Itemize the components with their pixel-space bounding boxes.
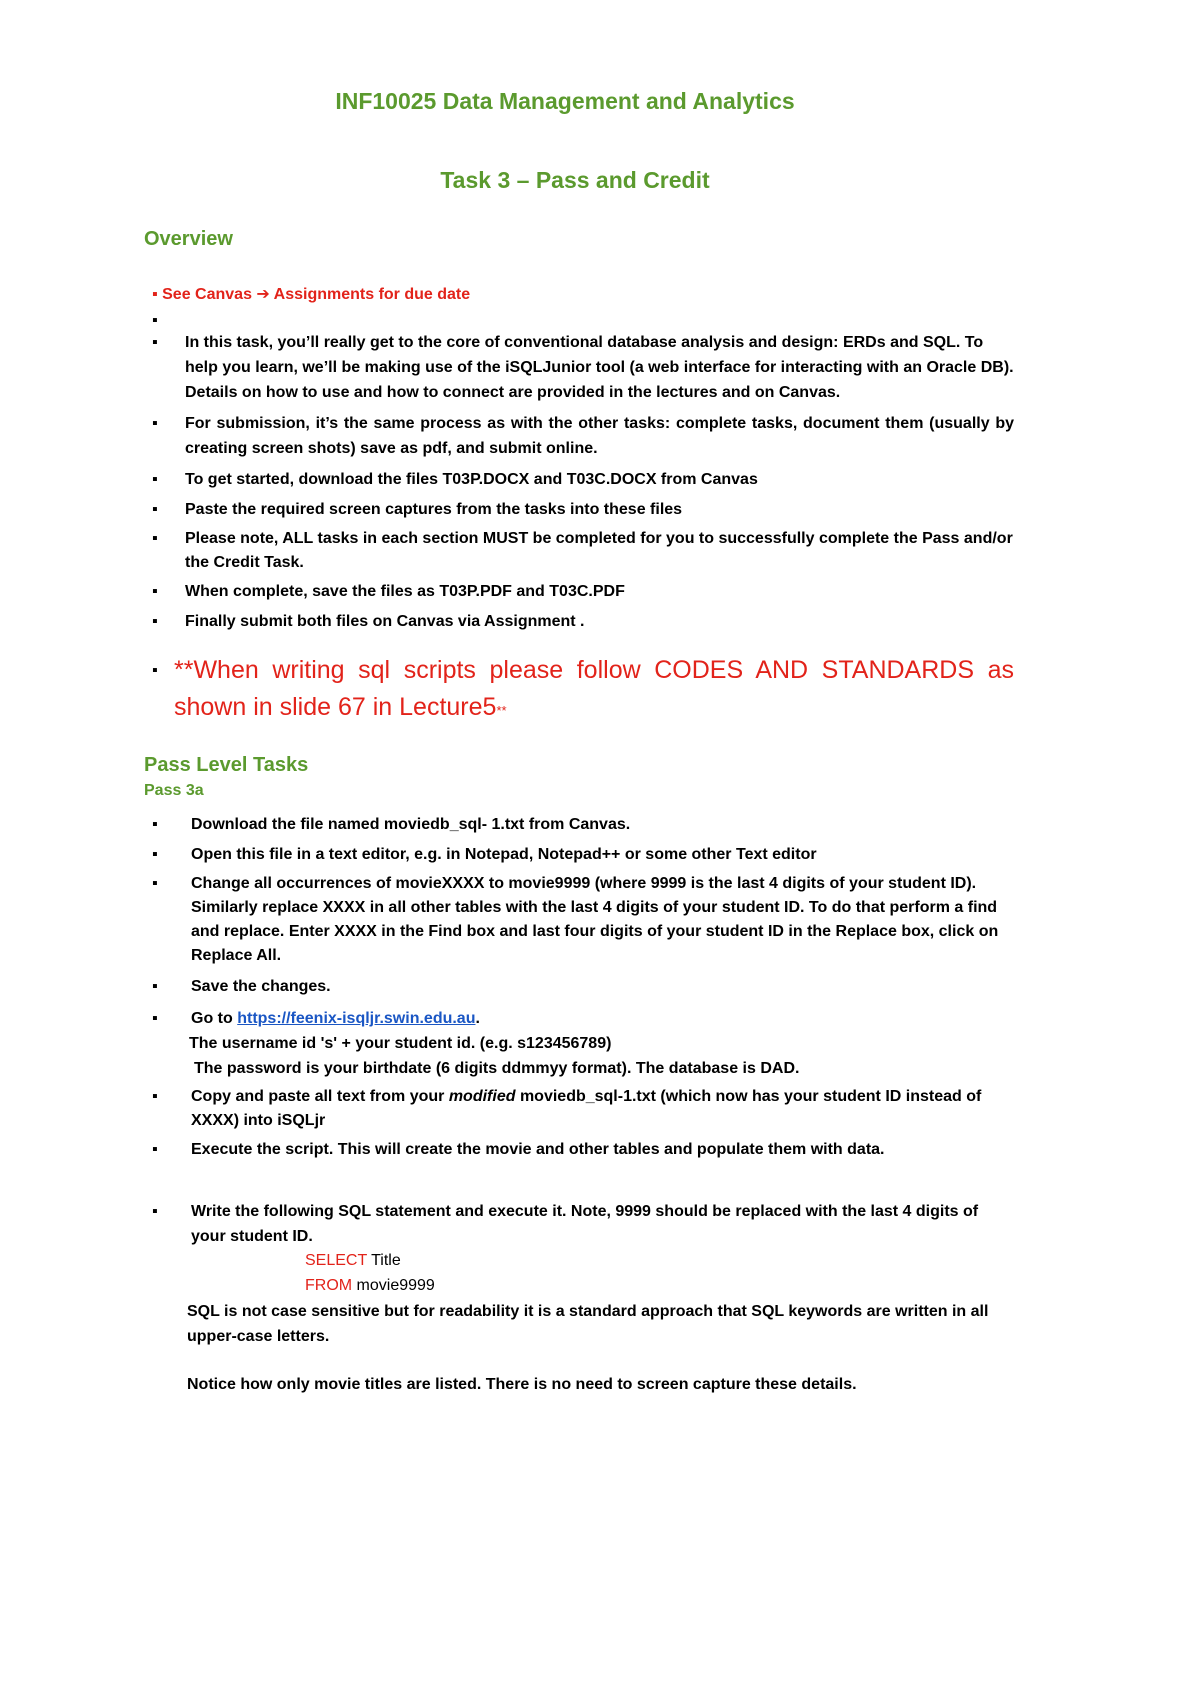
bullet-icon: ▪ bbox=[152, 471, 158, 488]
pass-item-6-prefix: Copy and paste all text from your bbox=[191, 1088, 449, 1105]
document-subtitle: Task 3 – Pass and Credit bbox=[440, 167, 710, 193]
bullet-icon: ▪ bbox=[152, 662, 158, 679]
pass-item-1: Download the file named moviedb_sql- 1.txt from Canvas. bbox=[191, 816, 631, 833]
bullet-icon: ▪ bbox=[152, 312, 158, 329]
list-item bbox=[144, 1200, 1014, 1398]
list-item bbox=[144, 1085, 1014, 1133]
overview-item-1: In this task, you’ll really get to the core of conventional database analysis and design: ERDs and SQL. To help you learn, we’ll be making use of the iSQLJunior tool (a web interface for interacting with an Oracle DB). Details on how to use and how to connect are provided in the lectures and on Canvas. bbox=[185, 334, 1014, 401]
sql-line-2 bbox=[191, 1274, 1014, 1299]
overview-item-5: Please note, ALL tasks in each section MUST be completed for you to successfully complete the Pass and/or the Credit Task. bbox=[185, 530, 1013, 571]
list-item bbox=[144, 497, 1014, 523]
bullet-icon: ▪ bbox=[152, 816, 158, 833]
pass-item-5-suffix: . bbox=[475, 1010, 480, 1027]
bullet-icon: ▪ bbox=[152, 613, 158, 630]
bullet-icon: ▪ bbox=[152, 530, 158, 547]
list-item bbox=[144, 330, 1014, 405]
pass-item-4: Save the changes. bbox=[191, 978, 331, 995]
list-item bbox=[144, 872, 1014, 968]
bullet-icon: ▪ bbox=[152, 875, 158, 892]
pass-item-3: Change all occurrences of movieXXXX to movie9999 (where 9999 is the last 4 digits of your student ID). Similarly replace XXXX in all other tables with the last 4 digits of your student ID. To do that perform a find and replace. Enter XXXX in the Find box and last four digits of your student ID in the Replace box, click on Replace All. bbox=[191, 875, 999, 964]
due-date-item: ▪ See Canvas ➔ Assignments for due date bbox=[152, 286, 471, 303]
pass-item-8: Write the following SQL statement and execute it. Note, 9999 should be replaced with the last 4 digits of your student ID. bbox=[191, 1203, 979, 1245]
overview-heading: Overview bbox=[144, 228, 233, 250]
list-item bbox=[144, 609, 1014, 635]
bullet-icon: ▪ bbox=[152, 1010, 158, 1027]
bullet-icon: ▪ bbox=[152, 1203, 158, 1220]
overview-item-6: When complete, save the files as T03P.PDF and T03C.PDF bbox=[185, 583, 625, 600]
empty-bullet bbox=[144, 308, 1014, 330]
sql-keyword-from: FROM bbox=[305, 1276, 353, 1294]
sql-line-1 bbox=[191, 1249, 1014, 1274]
list-item bbox=[144, 842, 1014, 868]
note-text: **When writing sql scripts please follow CODES AND STANDARDS as shown in slide 67 in Lecture5 bbox=[174, 656, 1014, 721]
overview-item-7: Finally submit both files on Canvas via Assignment . bbox=[185, 613, 585, 630]
list-item bbox=[144, 527, 1014, 575]
pass-item-6-italic: modified bbox=[448, 1088, 516, 1105]
list-item bbox=[144, 467, 1014, 493]
bullet-icon: ▪ bbox=[152, 1088, 158, 1105]
list-item bbox=[144, 1137, 1014, 1163]
overview-item-3: To get started, download the files T03P.DOCX and T03C.DOCX from Canvas bbox=[185, 471, 758, 488]
bullet-icon: ▪ bbox=[152, 415, 158, 432]
pass-item-6-suffix: moviedb_sql-1.txt (which now has your student ID instead of XXXX) into iSQLjr bbox=[191, 1088, 982, 1129]
sql-keyword-select: SELECT bbox=[305, 1252, 367, 1269]
overview-list bbox=[144, 282, 1014, 635]
bullet-icon: ▪ bbox=[152, 501, 158, 518]
bullet-icon: ▪ bbox=[152, 583, 158, 600]
pass-item-2: Open this file in a text editor, e.g. in Notepad, Notepad++ or some other Text editor bbox=[191, 846, 817, 863]
overview-item-2: For submission, it’s the same process as with the other tasks: complete tasks, document them (usually by creating screen shots) save as pdf, and submit online. bbox=[185, 415, 1014, 457]
feenix-link[interactable]: https://feenix-isqljr.swin.edu.au bbox=[237, 1010, 476, 1027]
list-item bbox=[144, 1006, 1014, 1081]
codes-standards-note bbox=[144, 652, 1014, 729]
pass-item-5-prefix: Go to bbox=[191, 1010, 238, 1027]
bullet-icon: ▪ bbox=[152, 978, 158, 995]
document-title: INF10025 Data Management and Analytics bbox=[335, 88, 795, 114]
bullet-icon: ▪ bbox=[152, 846, 158, 863]
list-item bbox=[144, 411, 1014, 461]
username-line: The username id 's' + your student id. (e.g. s123456789) bbox=[189, 1035, 612, 1052]
note-stars: ** bbox=[496, 703, 507, 718]
bullet-icon: ▪ bbox=[152, 1141, 158, 1158]
list-item bbox=[144, 812, 1014, 838]
notice-note: Notice how only movie titles are listed. There is no need to screen capture these details. bbox=[187, 1376, 857, 1393]
pass-task-list bbox=[144, 812, 1014, 1398]
sql-select-rest: Title bbox=[366, 1252, 401, 1269]
list-item bbox=[144, 974, 1014, 1000]
bullet-icon: ▪ bbox=[152, 334, 158, 351]
pass-heading: Pass Level Tasks bbox=[144, 754, 309, 776]
sql-from-rest: movie9999 bbox=[352, 1276, 435, 1294]
overview-item-4: Paste the required screen captures from the tasks into these files bbox=[185, 501, 683, 518]
pass-subheading: Pass 3a bbox=[144, 782, 204, 799]
pass-item-7: Execute the script. This will create the movie and other tables and populate them with data. bbox=[191, 1141, 885, 1158]
password-line: The password is your birthdate (6 digits ddmmyy format). The database is DAD. bbox=[194, 1060, 800, 1077]
case-sensitivity-note: SQL is not case sensitive but for readability it is a standard approach that SQL keywords are written in all upper-case letters. bbox=[187, 1303, 989, 1345]
due-date-text: See Canvas ➔ Assignments for due date bbox=[162, 286, 471, 303]
list-item bbox=[144, 579, 1014, 605]
